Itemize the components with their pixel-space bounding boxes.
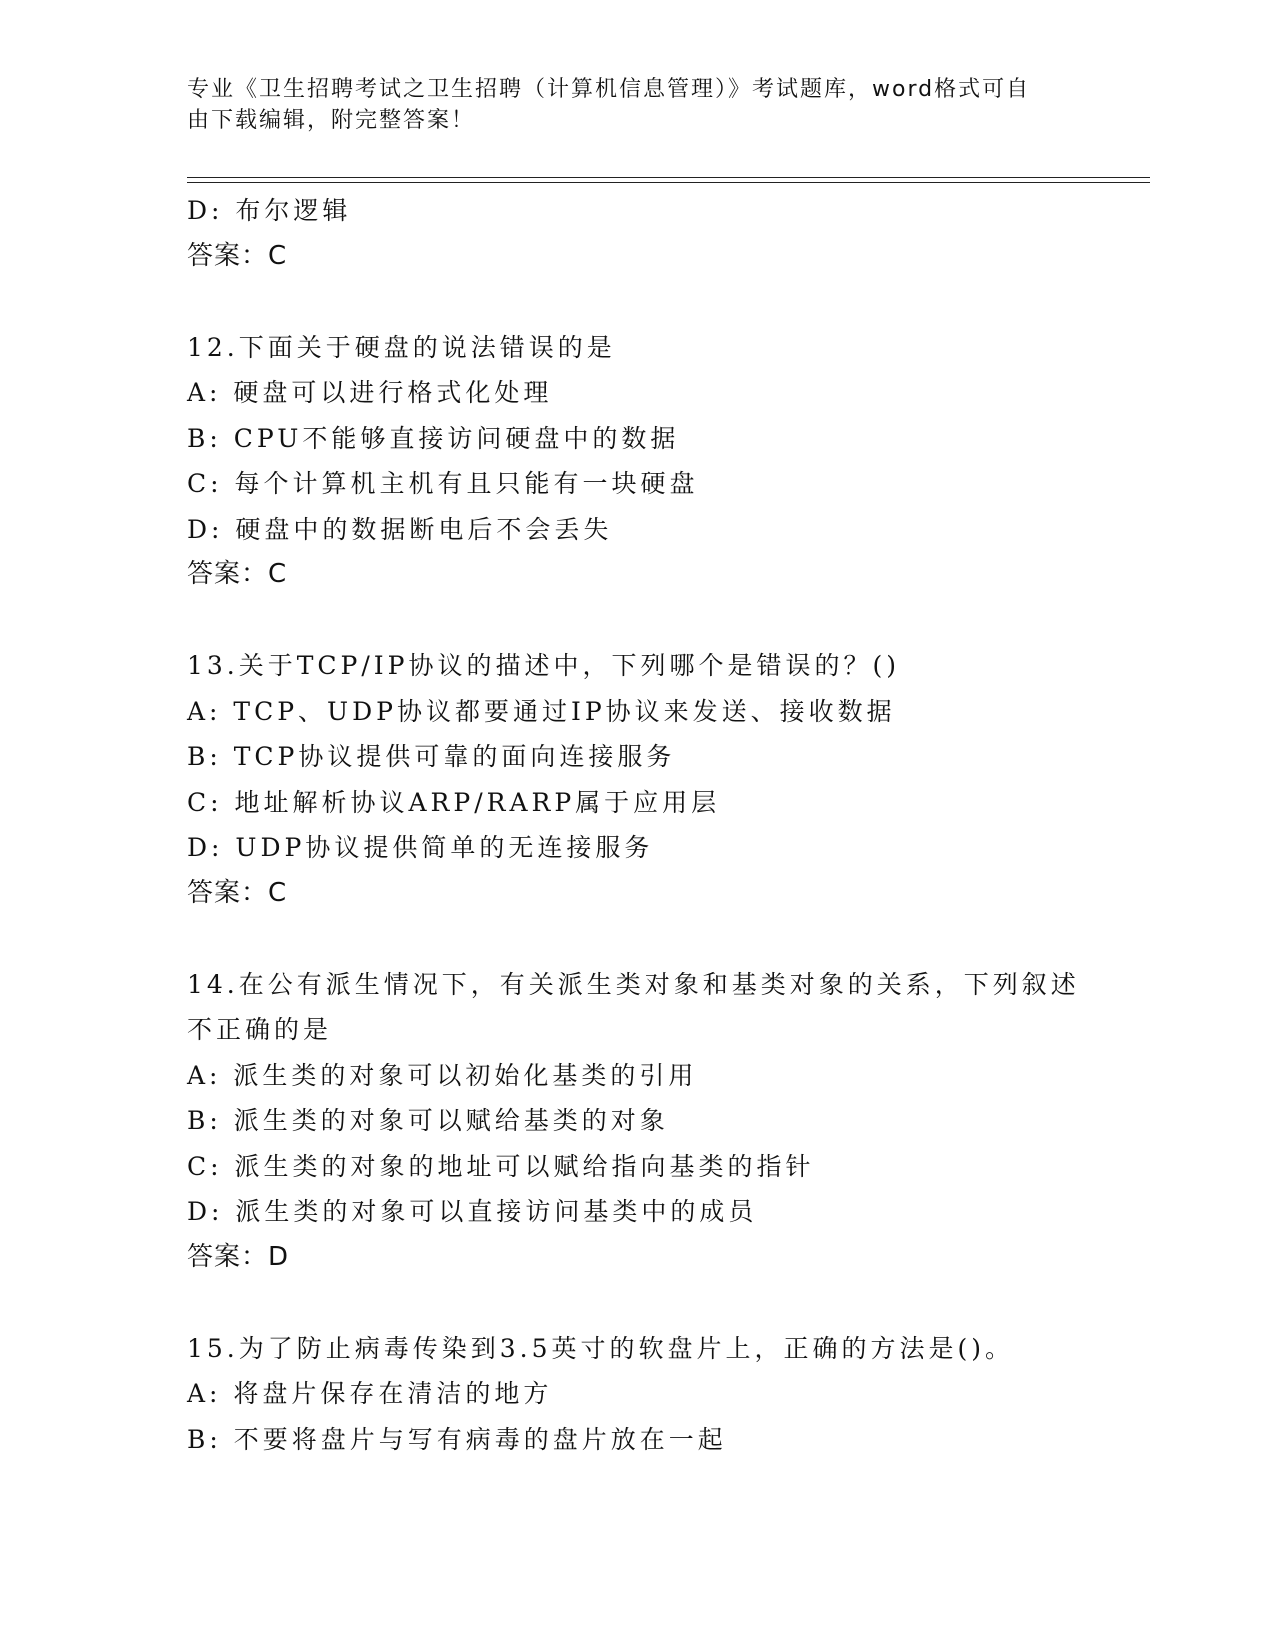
option-d: D: 派生类的对象可以直接访问基类中的成员 [187, 1197, 758, 1226]
answer: 答案：D [187, 1241, 290, 1272]
question-stem: 12.下面关于硬盘的说法错误的是 [187, 332, 616, 362]
answer: 答案：C [187, 877, 288, 908]
option-c: C: 地址解析协议ARP/RARP属于应用层 [187, 787, 721, 817]
spacer [187, 279, 1087, 325]
answer: 答案：C [187, 559, 288, 589]
option-b: B: TCP协议提供可靠的面向连接服务 [187, 742, 676, 771]
header-divider-bottom [187, 182, 1150, 183]
document-header [187, 74, 1067, 136]
option-c: C: 派生类的对象的地址可以赋给指向基类的指针 [187, 1151, 815, 1181]
question-stem-line-2: 不正确的是 [187, 1015, 333, 1044]
option-b: B: CPU不能够直接访问硬盘中的数据 [187, 423, 680, 453]
option-c: C: 每个计算机主机有且只能有一块硬盘 [187, 469, 699, 498]
option-a: A: 派生类的对象可以初始化基类的引用 [187, 1060, 698, 1090]
spacer [187, 1280, 1087, 1326]
option-a: A: 将盘片保存在清洁的地方 [187, 1379, 553, 1408]
option-d: D: 硬盘中的数据断电后不会丢失 [187, 514, 613, 544]
answer: 答案：C [187, 240, 288, 271]
option-d: D: UDP协议提供简单的无连接服务 [187, 833, 654, 862]
option-d: D: 布尔逻辑 [187, 196, 352, 225]
header-line-2: 由下载编辑，附完整答案！ [187, 108, 476, 133]
option-b: B: 不要将盘片与写有病毒的盘片放在一起 [187, 1424, 727, 1454]
spacer [187, 598, 1087, 644]
question-stem: 13.关于TCP/IP协议的描述中，下列哪个是错误的？() [187, 651, 901, 680]
question-stem-line-1: 14.在公有派生情况下，有关派生类对象和基类对象的关系，下列叙述 [187, 969, 1080, 999]
option-b: B: 派生类的对象可以赋给基类的对象 [187, 1106, 669, 1135]
header-line-1: 专业《卫生招聘考试之卫生招聘（计算机信息管理）》考试题库，word格式可自 [187, 77, 1031, 102]
option-a: A: 硬盘可以进行格式化处理 [187, 378, 553, 407]
question-stem: 15.为了防止病毒传染到3.5英寸的软盘片上，正确的方法是()。 [187, 1333, 1015, 1363]
header-divider-top [187, 177, 1150, 178]
spacer [187, 916, 1087, 962]
option-a: A: TCP、UDP协议都要通过IP协议来发送、接收数据 [187, 696, 896, 726]
question-list [187, 188, 1087, 1462]
